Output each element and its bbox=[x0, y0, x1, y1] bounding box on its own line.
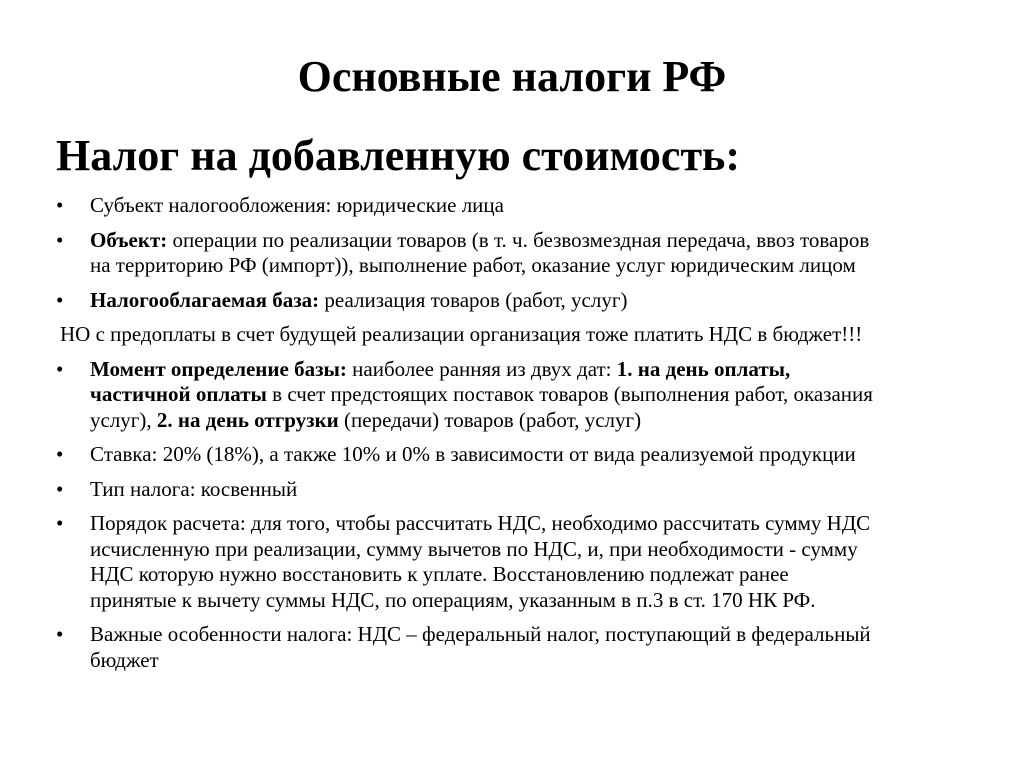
bullet-dot-icon: • bbox=[56, 511, 64, 535]
bullet-dot-icon: • bbox=[56, 442, 64, 466]
bullet-item-object bbox=[0, 228, 1024, 279]
moment-text-3b: (передачи) товаров (работ, услуг) bbox=[338, 407, 642, 432]
slide-title: Основные налоги РФ bbox=[297, 52, 727, 101]
subject-text: Субъект налогообложения: юридические лица bbox=[90, 193, 504, 217]
moment-bold-1: 1. на день оплаты, bbox=[616, 356, 791, 381]
bullet-dot-icon: • bbox=[56, 227, 64, 252]
moment-label: Момент определение базы: bbox=[90, 356, 347, 381]
bullet-item-rate bbox=[0, 442, 1024, 468]
bullet-item-calculation bbox=[0, 511, 1024, 613]
moment-text-1: наиболее ранняя из двух дат: bbox=[346, 356, 617, 381]
bullet-dot-icon: • bbox=[56, 287, 64, 312]
base-label: Налогооблагаемая база: bbox=[90, 287, 320, 312]
slide-subtitle: Налог на добавленную стоимость: bbox=[56, 131, 740, 180]
bullet-dot-icon: • bbox=[56, 622, 64, 646]
calculation-line-4: принятые к вычету суммы НДС, по операциям, указанным в п.3 в ст. 170 НК РФ. bbox=[90, 587, 816, 612]
bullet-dot-icon: • bbox=[56, 356, 64, 381]
moment-bold-2: частичной оплаты bbox=[90, 382, 267, 406]
moment-line-2 bbox=[90, 382, 1004, 408]
bullet-dot-icon: • bbox=[56, 193, 64, 217]
features-line-1: Важные особенности налога: НДС – федеральный налог, поступающий в федеральный bbox=[90, 622, 871, 646]
object-line-2: на территорию РФ (импорт)), выполнение работ, оказание услуг юридическим лицом bbox=[90, 253, 856, 277]
moment-line-3 bbox=[90, 408, 1004, 434]
base-line bbox=[90, 288, 1004, 314]
moment-line-1 bbox=[90, 357, 1004, 383]
bullet-item-type bbox=[0, 477, 1024, 503]
type-text: Тип налога: косвенный bbox=[90, 476, 298, 501]
calculation-line-2: исчисленную при реализации, сумму вычетов по НДС, и, при необходимости - сумму bbox=[90, 536, 858, 561]
moment-text-2: в счет предстоящих поставок товаров (выполнения работ, оказания bbox=[266, 382, 873, 406]
bullet-dot-icon: • bbox=[56, 476, 64, 501]
object-line-1 bbox=[90, 228, 1004, 254]
features-line-2: бюджет bbox=[90, 647, 159, 672]
rate-text: Ставка: 20% (18%), а также 10% и 0% в зависимости от вида реализуемой продукции bbox=[90, 442, 856, 466]
object-text-1: операции по реализации товаров (в т. ч. безвозмездная передача, ввоз товаров bbox=[167, 227, 870, 252]
bullet-item-base bbox=[0, 288, 1024, 314]
moment-bold-3: 2. на день отгрузки bbox=[156, 407, 339, 432]
calculation-line-3: НДС которую нужно восстановить к уплате. Восстановлению подлежат ранее bbox=[90, 562, 789, 586]
bullet-item-subject bbox=[0, 193, 1024, 219]
moment-text-3a: услуг), bbox=[90, 407, 157, 432]
calculation-line-1: Порядок расчета: для того, чтобы рассчитать НДС, необходимо рассчитать сумму НДС bbox=[90, 511, 871, 535]
bullet-list bbox=[0, 193, 1024, 682]
object-label: Объект: bbox=[90, 227, 168, 252]
prepayment-note: НО с предоплаты в счет будущей реализации организация тоже платить НДС в бюджет!!! bbox=[60, 322, 863, 346]
bullet-item-features bbox=[0, 622, 1024, 673]
base-text: реализация товаров (работ, услуг) bbox=[319, 287, 628, 312]
bullet-item-moment bbox=[0, 357, 1024, 434]
